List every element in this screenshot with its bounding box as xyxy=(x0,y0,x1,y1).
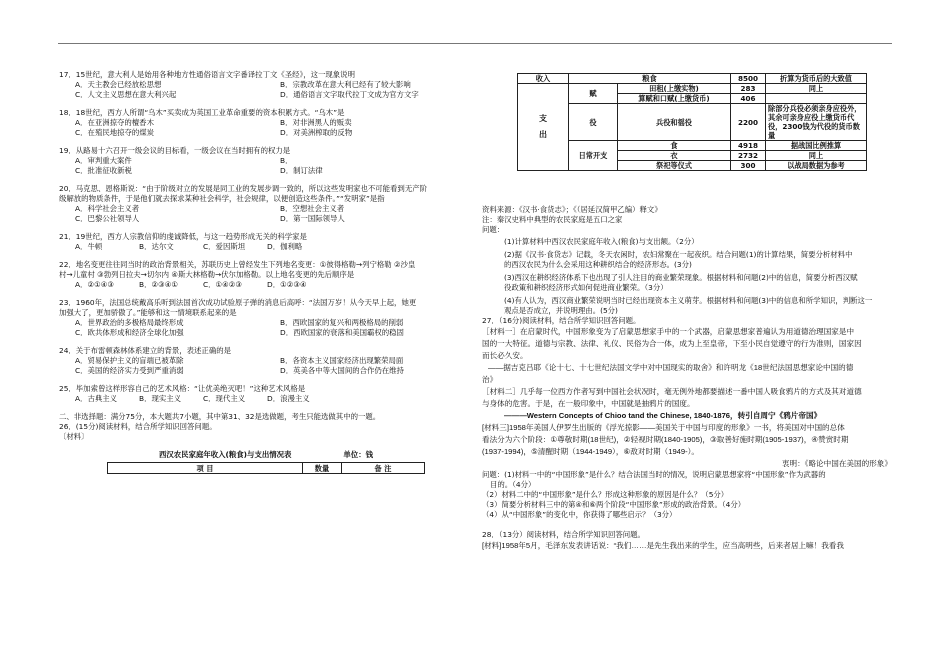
right-column xyxy=(482,205,892,552)
shi-label: 食 xyxy=(618,141,731,151)
question-20-stem-2: 级解放的物质条件，于是他们就去探求某种社会科学，社会规律，以便创造这些条件。”“发明家”是指 xyxy=(59,194,385,203)
bingyi-label: 兵役和徭役 xyxy=(618,104,731,141)
material-2-line-2: 与身体的危害。于是，在一般印象中，中国就是抽鸦片的国度。 xyxy=(482,399,695,408)
material-1-line-1: ［材料一］在启蒙时代，中国形象变为了启蒙思想家手中的一个武器，启蒙思想家普遍认为用道德治理国家是中 xyxy=(482,327,855,336)
q23-option-b[interactable]: B．西欧国家的复兴和两极格局的削弱 xyxy=(280,318,404,327)
question-27-stem: 27．（16分)阅读材料，结合所学知识回答问题。 xyxy=(482,316,641,325)
question-17 xyxy=(59,70,469,100)
shi-value: 4918 xyxy=(731,141,766,151)
jisi-note: 以战局数据为参考 xyxy=(766,161,867,171)
q26-part-2-line-1: (2)据《汉书·食货志》记载，冬天农闲时，农妇常聚在一起夜织。结合问题(1)的计算结果，简要分析材料中 xyxy=(504,250,853,259)
q27-part-3: （3）简要分析材料三中的第④和⑥两个阶段“中国形象”形成的政治背景。（4分） xyxy=(482,500,746,509)
q26-part-4-line-1: (4)有人认为，西汉商业繁荣说明当时已经出现资本主义萌芽。根据材料和问题(3)中的信息和所学知识，判断这一 xyxy=(504,296,873,305)
q27-part-2: （2）材料二中的“中国形象”是什么？形成这种形象的原因是什么？（5分） xyxy=(482,490,729,499)
col-header-note: 备 注 xyxy=(342,463,425,474)
material-1-source-2: 治》 xyxy=(482,375,498,384)
row-income-label: 收入 xyxy=(518,74,569,84)
q25-option-c[interactable]: C．现代主义 xyxy=(203,394,246,403)
q18-option-b[interactable]: B．对非洲黑人的贩卖 xyxy=(280,118,352,127)
question-17-stem: 17．15世纪，意大利人是始用各种地方性通俗语言文字番译拉丁文《圣经》，这一现象说明 xyxy=(59,70,355,79)
q18-option-c[interactable]: C．在殖民地掠夺的煤炭 xyxy=(75,128,155,137)
q23-option-c[interactable]: C．欧共体形成和经济全球化加强 xyxy=(75,328,184,337)
question-21-stem: 21．19世纪，西方人宗教信仰的虔诚降低，与这一趋势形成无关的科学家是 xyxy=(59,232,307,241)
q27-part-4: （4）从“中国形象”的变化中，你获得了哪些启示？（3分） xyxy=(482,510,677,519)
tianzu-value: 283 xyxy=(731,84,766,94)
question-25-stem: 25．毕加索曾这样形容自己的艺术风格：“让优美绝灭吧！”这种艺术风格是 xyxy=(59,384,306,393)
question-24-stem: 24．关于布雷顿森林体系建立的背景，表述正确的是 xyxy=(59,346,232,355)
material-3-line-1: [材料三]1958年美国人伊罗生出版的《浮光掠影——美国关于中国与印度的形象》一书，将美国对中国的总体 xyxy=(482,423,845,432)
row-expense-label: 支出 xyxy=(518,84,569,171)
question-23-stem-2: 加强大了，更加骄傲了。”能够和这一情境联系起来的是 xyxy=(59,308,237,317)
q24-option-b[interactable]: B．各资本主义国家经济出现繁荣局面 xyxy=(280,356,404,365)
q26-part-3-line-2: 役政策和耕织经济形式如何促进商业繁荣。（3分） xyxy=(504,283,668,292)
q22-option-b[interactable]: B．②③④① xyxy=(139,280,178,289)
material-1-line-3: 而长必久安。 xyxy=(482,351,528,360)
income-table-header xyxy=(107,462,425,474)
yi2-label: 衣 xyxy=(618,151,731,161)
question-23 xyxy=(59,298,469,338)
question-26-stem: 26．(15分)阅读材料，结合所学知识回答问题。 xyxy=(59,422,217,431)
q21-option-c[interactable]: C．爱因斯坦 xyxy=(203,242,246,251)
question-23-stem-1: 23．1960年，法国总统戴高乐听到法国首次成功试验原子弹的消息后高呼：“法国万岁！从今天早上起，她更 xyxy=(59,298,417,307)
shi-note: 据战国比例推算 xyxy=(766,141,867,151)
table-caption xyxy=(59,450,425,460)
q18-option-a[interactable]: A．在亚洲掠夺的檀香木 xyxy=(75,118,154,127)
grain-value: 8500 xyxy=(731,74,766,84)
q18-option-d[interactable]: D．对美洲榨取的反物 xyxy=(280,128,353,137)
question-28-stem: 28．（13分）阅读材料，结合所学知识回答问题。 xyxy=(482,530,645,539)
material-2-line-1: ［材料二］几乎每一位西方作者写到中国社会状况时，毫无例外地都要描述一番中国人吸食鸦片的方式及其对道德 xyxy=(482,387,862,396)
q20-option-b[interactable]: B．空想社会主义者 xyxy=(280,204,345,213)
question-18 xyxy=(59,108,469,138)
q21-option-d[interactable]: D．伽利略 xyxy=(267,242,303,251)
income-expense-table xyxy=(517,73,867,171)
question-22-stem-1: 22．地名变更往往同当时的政治背景相关，苏联历史上曾经发生下列地名变更：①彼得格勒→列宁格勒 ②沙皇 xyxy=(59,260,416,269)
yi2-value: 2732 xyxy=(731,151,766,161)
grain-note: 折算为货币后的大致值 xyxy=(766,74,867,84)
table-source: 资料来源：《汉书·食货志》；《（居延汉简甲乙编）释文》 xyxy=(482,205,662,214)
q20-option-a[interactable]: A．科学社会主义者 xyxy=(75,204,140,213)
question-28-material: [材料]1958年5月，毛泽东发表讲话说：“我们……是先生我出来的学生，应当高明些，后来者居上嘛！我看我 xyxy=(482,541,844,550)
question-25 xyxy=(59,384,469,404)
tianzu-note: 同上 xyxy=(766,84,867,94)
q17-option-c[interactable]: C．人文主义思想在意大利兴起 xyxy=(75,90,177,99)
question-19-stem: 19．从路易十六召开一级会议的目标看，一级会议在当时拥有的权力是 xyxy=(59,146,291,155)
top-rule xyxy=(58,43,892,44)
suanfu-note xyxy=(766,94,867,104)
q21-option-a[interactable]: A．牛顿 xyxy=(75,242,103,251)
q27-part-1-line-1: 问题：(1)材料一中的“中国形象”是什么？结合法国当时的情况，说明启蒙思想家将“中国形象”作为武器的 xyxy=(482,470,826,479)
section-two-heading: 二、非选择题：满分75分，本大题共7小题，其中第31、32是选做题，考生只能选做其中的一题。 xyxy=(59,412,381,421)
q17-option-d[interactable]: D．通俗语言文字取代拉丁文成为官方文字 xyxy=(280,90,419,99)
fu-label: 赋 xyxy=(569,84,618,104)
q19-option-c[interactable]: C．批准征收新税 xyxy=(75,166,132,175)
q17-option-a[interactable]: A．天主教会已经放松思想 xyxy=(75,80,162,89)
jisi-label: 祭祀等仪式 xyxy=(618,161,731,171)
table-unit: 单位：钱 xyxy=(343,450,373,459)
col-header-qty: 数量 xyxy=(303,463,342,474)
q24-option-d[interactable]: D．英美各中等大国间的合作仍在维持 xyxy=(280,366,404,375)
q20-option-d[interactable]: D．第一国际领导人 xyxy=(280,214,345,223)
q24-option-c[interactable]: C．美国的经济实力受到严重消弱 xyxy=(75,366,184,375)
table-title: 西汉农民家庭年收入(粮食)与支出情况表 xyxy=(159,450,292,459)
material-1-line-2: 国的一大特征。道德与宗教、法律、礼仪、民俗为合一体，成为上至皇帝，下至小民自觉遵守的行为准则，国家因 xyxy=(482,339,862,348)
material-3-source: 衷明：《略论中国在美国的形象》 xyxy=(781,459,892,468)
q26-part-1: (1)计算材料中西汉农民家庭年收入(粮食)与支出额。（2分） xyxy=(504,237,699,246)
question-20-stem-1: 20．马克思、恩格斯说：“由于阶级对立的发展是同工业的发展步调一致的，所以这些发明家也不可能看到无产阶 xyxy=(59,184,427,193)
q26-part-2-line-2: 的西汉农民为什么会采用这种耕织结合的经济形态。(3分) xyxy=(504,260,692,269)
question-26-material-label: 〔材料〕 xyxy=(59,432,89,441)
daily-label: 日常开支 xyxy=(569,141,618,171)
q19-option-d[interactable]: D．制订法律 xyxy=(280,166,323,175)
q20-option-c[interactable]: C．巴黎公社领导人 xyxy=(75,214,140,223)
q26-part-3-line-1: (3)西汉在耕织经济体系下也出现了引人注目的商业繁荣现象。根据材料和问题(2)中的信息，简要分析西汉赋 xyxy=(504,273,858,282)
grain-label: 粮食 xyxy=(569,74,731,84)
suanfu-label: 算赋和口赋(上缴货币) xyxy=(618,94,731,104)
q25-option-b[interactable]: B．现实主义 xyxy=(139,394,182,403)
question-21 xyxy=(59,232,469,252)
material-3-line-3: (1937-1994)，⑤清醒时期（1944-1949），⑥敌对时期（1949-）。 xyxy=(482,447,700,456)
q22-option-a[interactable]: A．②①④③ xyxy=(75,280,114,289)
q23-option-d[interactable]: D．西欧国家的衰落和美国霸权的稳固 xyxy=(280,328,404,337)
material-1-source-1: ——据吉克吕耶《论十七、十七世纪法国文学中对中国现实的取舍》和许明龙《18世纪法国思想家论中国的德 xyxy=(488,363,854,372)
question-20 xyxy=(59,184,469,224)
material-3-line-2: 看法分为六个阶段：①尊敬时期(18世纪)，②轻视时期(1840-1905)，③取善好施时期(1905-1937)，④赞赏时期 xyxy=(482,435,849,444)
q23-option-a[interactable]: A．世界政治的多极格局最终形成 xyxy=(75,318,184,327)
question-19 xyxy=(59,146,469,176)
left-column xyxy=(59,70,469,474)
yi-label: 役 xyxy=(569,104,618,141)
q22-option-d[interactable]: D．①②③④ xyxy=(267,280,307,289)
q24-option-a[interactable]: A．贸易保护主义的盲端已被革除 xyxy=(75,356,184,365)
tianzu-label: 田租(上缴实物) xyxy=(618,84,731,94)
q19-option-b[interactable]: B． xyxy=(280,156,293,165)
jisi-value: 300 xyxy=(731,161,766,171)
table-note: 注：秦汉史料中典型的农民家庭是五口之家 xyxy=(482,215,623,224)
q25-option-a[interactable]: A．古典主义 xyxy=(75,394,118,403)
q19-option-a[interactable]: A．审判重大案件 xyxy=(75,156,132,165)
question-22-stem-2: 村→儿童村 ③勃列日拉夫→切尔内 ④斯大林格勒→伏尔加格勒。以上地名变更的先后顺序是 xyxy=(59,270,355,279)
question-22 xyxy=(59,260,469,290)
question-24 xyxy=(59,346,469,376)
suanfu-value: 406 xyxy=(731,94,766,104)
col-header-item: 项 目 xyxy=(108,463,303,474)
bingyi-note: 除部分兵役必须亲身应役外，其余可亲身应役上缴货币代役，2300钱为代役的货币数量 xyxy=(766,104,867,141)
q17-option-b[interactable]: B．宗教改革在意大利已经有了较大影响 xyxy=(280,80,411,89)
material-2-source: ———Western Concepts of Chioo tand the Chinese, 1840-1876，转引自周宁《鸦片帝国》 xyxy=(504,411,822,420)
yi2-note: 同上 xyxy=(766,151,867,161)
q25-option-d[interactable]: D．浪漫主义 xyxy=(267,394,310,403)
bingyi-value: 2200 xyxy=(731,104,766,141)
q22-option-c[interactable]: C．①④②③ xyxy=(203,280,243,289)
q26-part-4-line-2: 观点是否成立，并说明理由。(5分) xyxy=(504,306,618,315)
q27-part-1-line-2: 目的。（4分） xyxy=(490,480,536,489)
questions-label: 问题： xyxy=(482,225,505,234)
q21-option-b[interactable]: B．达尔文 xyxy=(139,242,174,251)
question-18-stem: 18．18世纪，西方人所谓“乌木”买卖成为英国工业革命重要的资本积累方式。“乌木”是 xyxy=(59,108,345,117)
